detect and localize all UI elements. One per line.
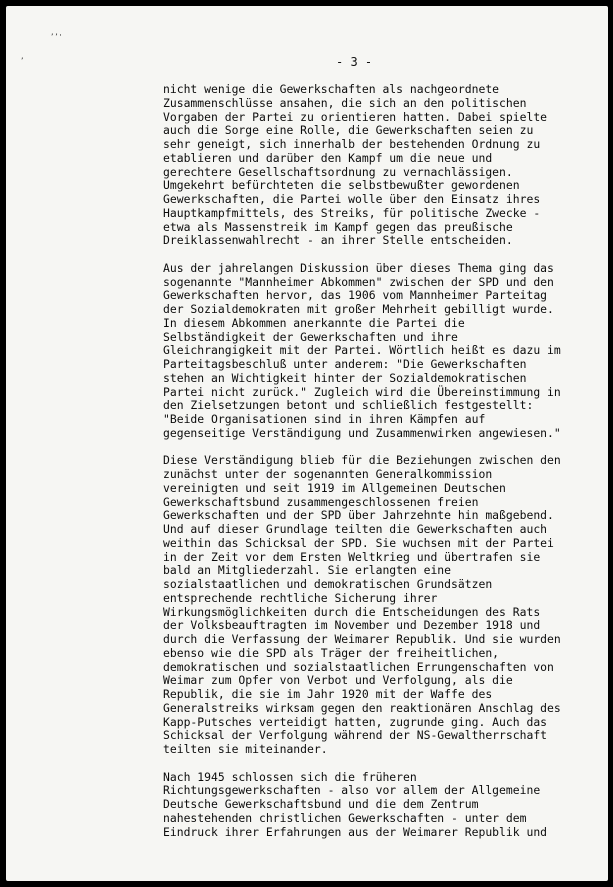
text-line: Eindruck ihrer Erfahrungen aus der Weimarer Republik und: [163, 824, 548, 839]
text-line: Richtungsgewerkschaften - also vor allem der Allgemeine: [163, 783, 541, 798]
text-line: Vorgaben der Partei zu orientieren hatten. Dabei spielte: [163, 109, 548, 124]
text-line: der Sozialdemokraten mit großer Mehrheit gebilligt wurde.: [163, 302, 554, 316]
text-line: Umgekehrt befürchteten die selbstbewußter gewordenen: [163, 178, 520, 193]
text-line: nahestehenden christlichen Gewerkschaften - unter dem: [163, 810, 527, 825]
text-line: Diese Verständigung blieb für die Beziehungen zwischen den: [163, 453, 561, 468]
text-line: etablieren und darüber den Kampf um die neue und: [163, 150, 493, 165]
text-line: nicht wenige die Gewerkschaften als nachgeordnete: [163, 82, 500, 96]
text-line: durch die Verfassung der Weimarer Republik. Und sie wurden: [163, 632, 561, 646]
text-line: sozialstaatlichen und demokratischen Grundsätzen: [163, 577, 493, 591]
paragraph: [163, 454, 603, 757]
text-line: gerechtere Gesellschaftsordnung zu vernachlässigen.: [163, 164, 513, 179]
text-line: der Volksbeauftragten im November und Dezember 1918 und: [163, 618, 541, 633]
text-line: in der Zeit vor dem Ersten Weltkrieg und übertrafen sie: [163, 549, 541, 564]
paragraph: [163, 771, 603, 840]
text-line: Hauptkampfmittels, des Streiks, für politische Zwecke -: [163, 205, 541, 220]
text-line: den Zielsetzungen betont und schließlich festgestellt:: [163, 398, 534, 413]
text-line: Gewerkschaften, die Partei wolle über den Einsatz ihres: [163, 192, 541, 206]
text-line: Wirkungsmöglichkeiten durch die Entscheidungen des Rats: [163, 604, 541, 619]
text-line: Dreiklassenwahlrecht - an ihrer Stelle entscheiden.: [163, 233, 513, 248]
text-line: zunächst unter der sogenannten Generalkommission: [163, 467, 493, 481]
text-line: teilten sie miteinander.: [163, 742, 328, 756]
margin-mark: ’’': [50, 33, 63, 41]
text-line: vereinigten und seit 1919 im Allgemeinen Deutschen: [163, 480, 506, 495]
text-line: Weimar zum Opfer von Verbot und Verfolgung, als die: [163, 673, 513, 688]
text-line: bald an Mitgliederzahl. Sie erlangten eine: [163, 563, 452, 578]
text-line: gegenseitige Verständigung und Zusammenwirken angewiesen.": [163, 425, 561, 440]
text-line: Nach 1945 schlossen sich die früheren: [163, 769, 417, 784]
text-line: Gewerkschaften und der SPD über Jahrzehnte hin maßgebend.: [163, 508, 554, 523]
document-page: [6, 6, 608, 881]
text-line: Gewerkschaften hervor, das 1906 vom Mannheimer Parteitag: [163, 288, 548, 303]
text-line: sehr geneigt, sich innerhalb der bestehenden Ordnung zu: [163, 137, 541, 151]
paragraph: [163, 83, 603, 248]
text-line: Schicksal der Verfolgung während der NS-Gewaltherrschaft: [163, 728, 548, 743]
margin-mark: ’: [20, 57, 25, 65]
text-line: Und auf dieser Grundlage teilten die Gewerkschaften auch: [163, 522, 548, 536]
text-line: Aus der jahrelangen Diskussion über dieses Thema ging das: [163, 260, 554, 275]
page-number: - 3 -: [336, 55, 373, 69]
text-line: Selbständigkeit der Gewerkschaften und ihre: [163, 329, 458, 344]
text-line: entsprechende rechtliche Sicherung ihrer: [163, 590, 438, 605]
text-line: ebenso wie die SPD als Träger der freiheitlichen,: [163, 645, 500, 660]
body-text: [163, 83, 603, 853]
text-line: In diesem Abkommen anerkannte die Partei die: [163, 315, 465, 330]
text-line: Kapp-Putsches verteidigt hatten, zugrunde ging. Auch das: [163, 714, 548, 729]
paragraph: [163, 262, 603, 441]
text-line: sogenannte "Mannheimer Abkommen" zwischen der SPD und den: [163, 274, 554, 289]
text-line: Zusammenschlüsse ansahen, die sich an den politischen: [163, 95, 527, 110]
text-line: Gleichrangigkeit mit der Partei. Wörtlich heißt es dazu im: [163, 343, 561, 358]
text-line: stehen an Wichtigkeit hinter der Sozialdemokratischen: [163, 370, 527, 385]
text-line: Republik, die sie im Jahr 1920 mit der Waffe des: [163, 687, 493, 701]
text-line: Parteitagsbeschluß unter anderem: "Die Gewerkschaften: [163, 357, 527, 371]
text-line: Deutsche Gewerkschaftsbund und die dem Zentrum: [163, 797, 479, 811]
text-line: weithin das Schicksal der SPD. Sie wuchsen mit der Partei: [163, 535, 554, 550]
text-line: etwa als Massenstreik im Kampf gegen das preußische: [163, 219, 513, 234]
text-line: Gewerkschaftsbund zusammengeschlossenen freien: [163, 494, 479, 509]
text-line: "Beide Organisationen sind in ihren Kämpfen auf: [163, 412, 486, 426]
text-line: auch die Sorge eine Rolle, die Gewerkschaften seien zu: [163, 123, 534, 138]
text-line: demokratischen und sozialstaatlichen Errungenschaften von: [163, 659, 554, 674]
text-line: Generalstreiks wirksam gegen den reaktionären Anschlag des: [163, 700, 561, 715]
text-line: Partei nicht zurück." Zugleich wird die Übereinstimmung in: [163, 384, 561, 399]
